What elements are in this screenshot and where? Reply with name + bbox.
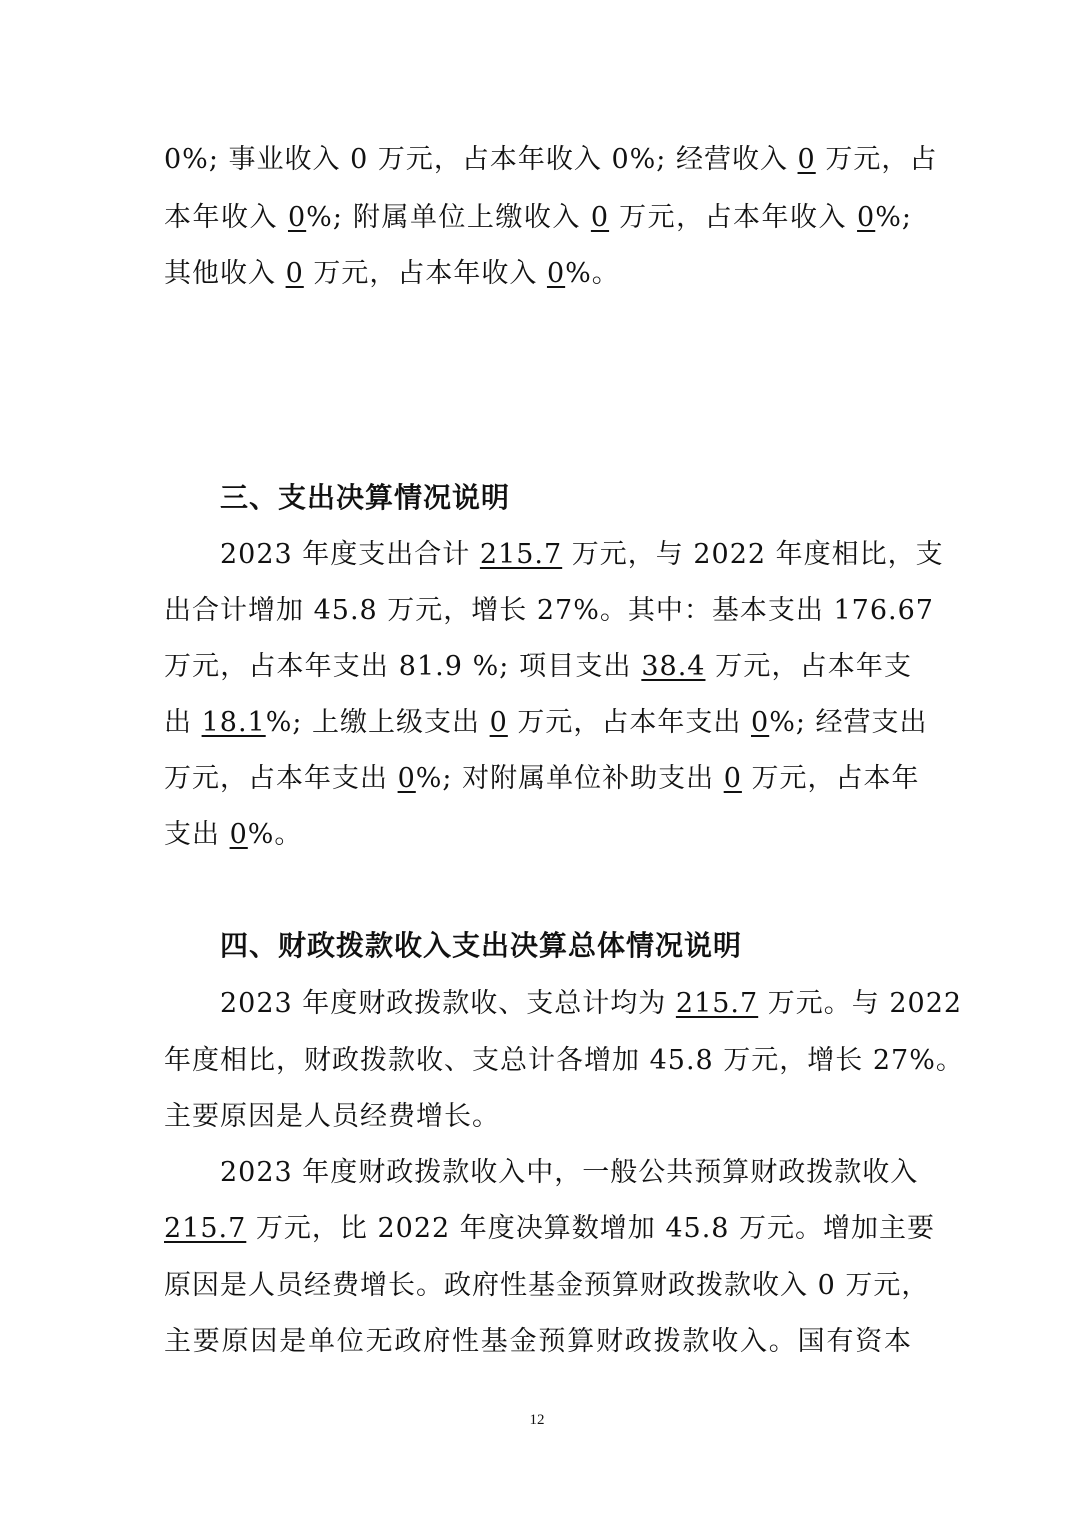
text-run: 0%; 事业收入 0 万元，占本年收入 0%; 经营收入 — [164, 144, 798, 175]
text-run: 万元，占本年支 — [705, 651, 912, 682]
section-4-p1-line-1 — [220, 986, 963, 1022]
text-run: 本年收入 — [164, 202, 288, 233]
section-4-p2-line-1: 2023 年度财政拨款收入中，一般公共预算财政拨款收入 — [220, 1157, 919, 1188]
income-text-line-1 — [164, 142, 938, 178]
income-text-line-3 — [164, 256, 912, 292]
text-run: 万元。与 2022 — [758, 988, 963, 1019]
text-run: 万元，与 2022 年度相比，支 — [562, 539, 944, 570]
underlined-value: 215.7 — [479, 539, 563, 570]
text-run: %; 附属单位上缴收入 — [306, 202, 591, 233]
underlined-value: 215.7 — [675, 988, 759, 1019]
underlined-value: 38.4 — [641, 651, 706, 682]
text-run: %。 — [247, 819, 303, 850]
text-run: 万元，占本年 — [741, 763, 920, 794]
underlined-value: 215.7 — [164, 1213, 247, 1244]
section-3-line-2: 出合计增加 45.8 万元，增长 27%。其中：基本支出 176.67 — [164, 595, 934, 626]
text-run: %; 经营支出 — [769, 707, 928, 738]
underlined-value: 0 — [287, 202, 307, 233]
text-run: 万元，占本年支出 — [507, 707, 751, 738]
page-number: 12 — [529, 1412, 545, 1428]
section-4-p1-line-2: 年度相比，财政拨款收、支总计各增加 45.8 万元，增长 27%。 — [164, 1045, 964, 1076]
underlined-value: 0 — [397, 763, 416, 794]
text-run: 2023 年度支出合计 — [220, 539, 480, 570]
text-run: 其他收入 — [164, 258, 286, 289]
underlined-value: 0 — [797, 144, 816, 175]
underlined-value: 0 — [489, 707, 508, 738]
text-run: 万元，比 2022 年度决算数增加 45.8 万元。增加主要 — [246, 1213, 936, 1244]
text-run: 万元，占本年收入 — [609, 202, 858, 233]
text-run: 万元，占本年支出 81.9 %; 项目支出 — [164, 651, 642, 682]
underlined-value: 0 — [590, 202, 610, 233]
text-run: 出 — [164, 707, 202, 738]
underlined-value: 0 — [723, 763, 742, 794]
section-4-p2-line-4: 主要原因是单位无政府性基金预算财政拨款收入。国有资本 — [164, 1326, 912, 1357]
text-run: %。 — [565, 258, 620, 289]
text-run: 万元，占本年收入 — [303, 258, 547, 289]
income-text-line-2 — [164, 200, 912, 236]
section-3-line-5 — [164, 761, 920, 797]
underlined-value: 18.1 — [201, 707, 266, 738]
section-4-p1-line-3: 主要原因是人员经费增长。 — [164, 1101, 500, 1132]
underlined-value: 0 — [857, 202, 876, 233]
section-3-line-3 — [164, 649, 912, 685]
text-run: 支出 — [164, 819, 230, 850]
section-4-heading: 四、财政拨款收入支出决算总体情况说明 — [220, 929, 743, 962]
section-4-p2-line-2 — [164, 1211, 936, 1247]
text-run: %; 对附属单位补助支出 — [415, 763, 724, 794]
text-run: %; — [875, 202, 912, 233]
text-run: 万元，占本年支出 — [164, 763, 398, 794]
section-3-heading: 三、支出决算情况说明 — [220, 481, 511, 514]
text-run: %; 上缴上级支出 — [265, 707, 490, 738]
section-3-line-6 — [164, 817, 912, 853]
underlined-value: 0 — [546, 258, 566, 289]
section-3-line-1 — [220, 537, 944, 573]
underlined-value: 0 — [229, 819, 248, 850]
section-3-line-4 — [164, 705, 928, 741]
text-run: 万元，占 — [815, 144, 938, 175]
underlined-value: 0 — [285, 258, 304, 289]
section-4-p2-line-3: 原因是人员经费增长。政府性基金预算财政拨款收入 0 万元， — [164, 1270, 930, 1301]
underlined-value: 0 — [751, 707, 770, 738]
text-run: 2023 年度财政拨款收、支总计均为 — [220, 988, 676, 1019]
